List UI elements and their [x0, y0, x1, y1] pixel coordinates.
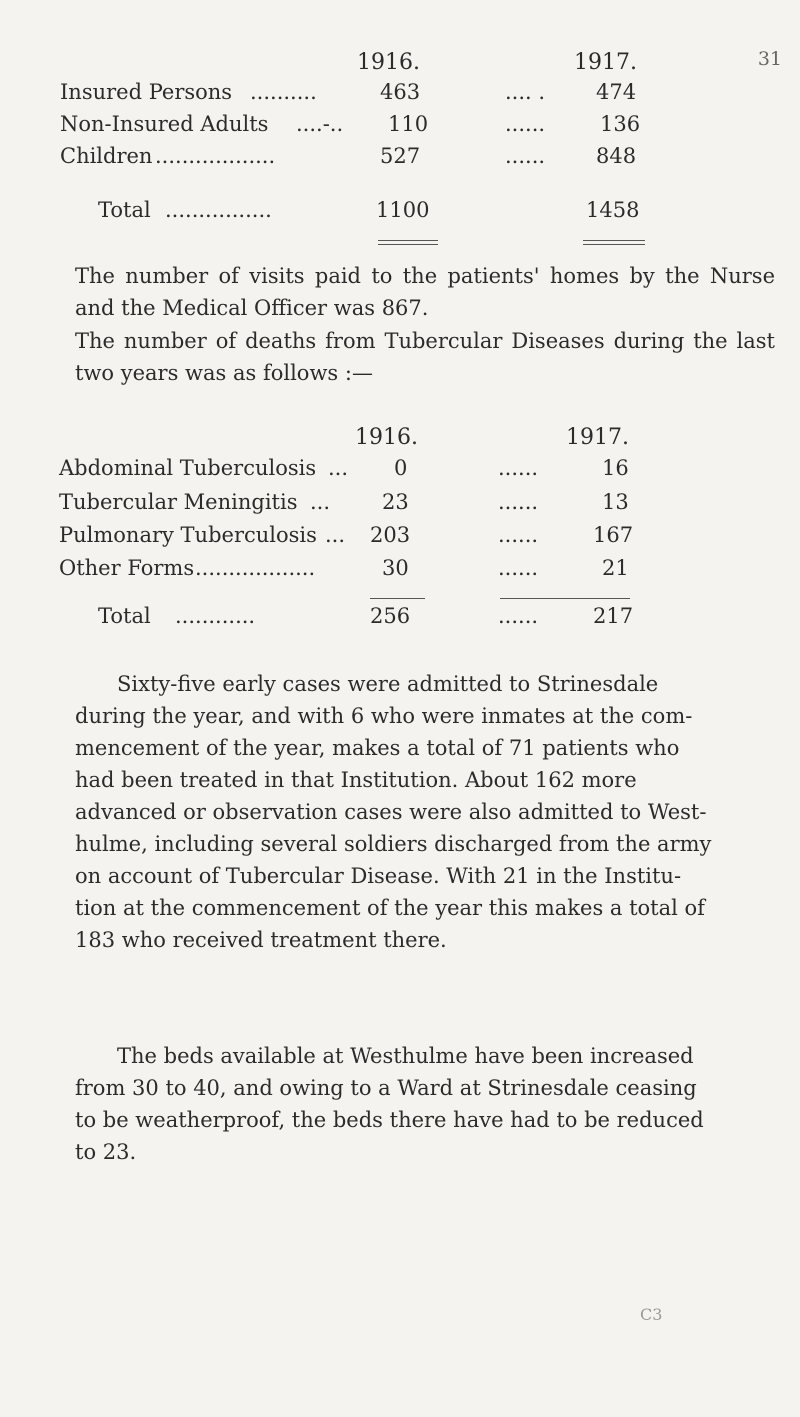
total-underline-1917 — [583, 240, 645, 241]
total-1917: 217 — [593, 604, 634, 628]
row-leader: ...... — [498, 490, 539, 514]
visits-paragraph: The number of visits paid to the patients' homes by the Nurse and the Medical Officer was 867. — [75, 264, 775, 320]
row-leader: .................. — [195, 556, 316, 580]
table-row — [0, 456, 800, 486]
row-leader: ... — [310, 490, 331, 514]
row-leader: ...... — [498, 556, 539, 580]
value-1917: 848 — [596, 144, 637, 168]
row-label: Insured Persons — [60, 80, 233, 104]
value-1916: 463 — [380, 80, 421, 104]
row-leader: ....-.. — [296, 112, 344, 136]
table-row — [0, 112, 800, 142]
value-1916: 23 — [382, 490, 409, 514]
column-year-1917: 1917. — [566, 425, 629, 450]
total-underline-1917 — [583, 244, 645, 245]
row-leader: ................ — [165, 198, 272, 222]
value-1917: 474 — [596, 80, 637, 104]
value-1917: 13 — [602, 490, 629, 514]
value-1917: 16 — [602, 456, 629, 480]
total-label: Total — [98, 198, 151, 222]
table-total-row — [0, 198, 800, 228]
total-label: Total — [98, 604, 151, 628]
total-1917: 1458 — [586, 198, 640, 222]
row-label: Abdominal Tuberculosis — [59, 456, 317, 480]
row-leader: .... . — [505, 80, 546, 104]
table-total-row — [0, 604, 800, 634]
row-leader: ...... — [505, 144, 546, 168]
row-leader: ...... — [498, 604, 539, 628]
beds-paragraph: The beds available at Westhulme have been increased from 30 to 40, and owing to a Ward at Strinesdale ceasing to be weatherproof, the beds there have had to be reduced to 23. — [75, 1044, 704, 1164]
value-1916: 0 — [394, 456, 408, 480]
deaths-intro-paragraph: The number of deaths from Tubercular Diseases during the last two years was as follows :— — [75, 329, 775, 385]
table-row — [0, 144, 800, 174]
total-underline-1916 — [378, 240, 438, 241]
table-row — [0, 80, 800, 110]
row-label: Other Forms — [59, 556, 195, 580]
table-header — [0, 425, 800, 455]
row-label: Pulmonary Tuberculosis — [59, 523, 317, 547]
value-1916: 30 — [382, 556, 409, 580]
column-year-1916: 1916. — [355, 425, 418, 450]
admissions-paragraph: Sixty-five early cases were admitted to Strinesdale during the year, and with 6 who were inmates at the com- mencement of the year, makes a total of 71 patients who had been treated in that Institution. About 162 more advanced or observation cases were also admitted to West- hulme, including several soldiers discharged from the army on account of Tubercular Disease. With 21 in the Institu- tion at the commencement of the year this makes a total of 183 who received treatment there. — [75, 672, 712, 952]
value-1917: 167 — [593, 523, 634, 547]
total-1916: 1100 — [376, 198, 430, 222]
value-1917: 136 — [600, 112, 641, 136]
table-row — [0, 556, 800, 586]
row-label: Children — [60, 144, 153, 168]
row-leader: ...... — [498, 523, 539, 547]
row-leader: ... — [328, 456, 349, 480]
row-leader: .......... — [250, 80, 317, 104]
value-1916: 110 — [388, 112, 429, 136]
column-year-1916: 1916. — [357, 50, 420, 75]
row-label: Tubercular Meningitis — [59, 490, 298, 514]
table-row — [0, 490, 800, 520]
total-1916: 256 — [370, 604, 411, 628]
subtotal-rule-1916 — [370, 598, 425, 599]
row-leader: ...... — [505, 112, 546, 136]
table-header — [0, 50, 800, 80]
row-leader: ...... — [498, 456, 539, 480]
row-label: Non-Insured Adults — [60, 112, 269, 136]
signature-mark: C3 — [640, 1305, 663, 1324]
value-1916: 203 — [370, 523, 411, 547]
table-row — [0, 523, 800, 553]
total-underline-1916 — [378, 244, 438, 245]
page-number: 31 — [757, 48, 782, 70]
subtotal-rule-1917 — [500, 598, 630, 599]
value-1916: 527 — [380, 144, 421, 168]
row-leader: ... — [325, 523, 346, 547]
row-leader: ............ — [175, 604, 256, 628]
value-1917: 21 — [602, 556, 629, 580]
row-leader: .................. — [155, 144, 276, 168]
column-year-1917: 1917. — [574, 50, 637, 75]
